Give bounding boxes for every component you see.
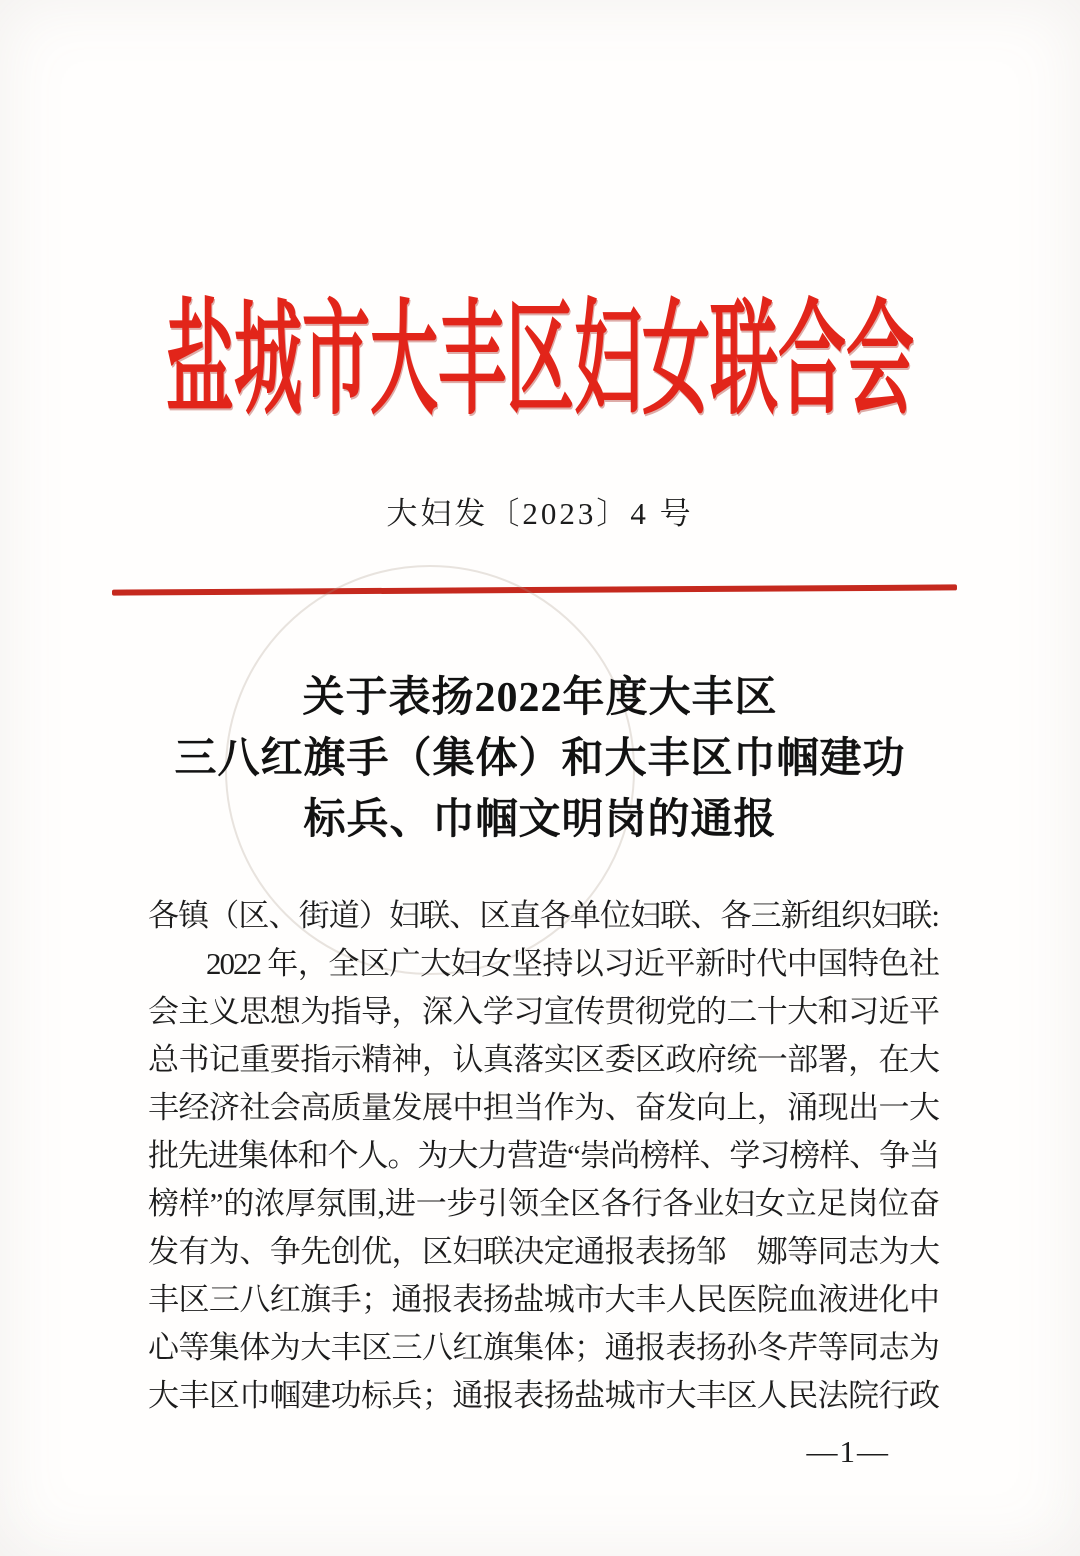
document-title — [0, 668, 1080, 851]
salutation-line: 各镇（区、街道）妇联、区直各单位妇联、各三新组织妇联: — [148, 898, 938, 933]
document-title-line: 关于表扬2022年度大丰区 — [302, 675, 778, 721]
document-body — [148, 892, 938, 1420]
body-text-line: 发有为、争先创优，区妇联决定通报表扬邹 娜等同志为大 — [148, 1234, 938, 1269]
page-number: —1— — [806, 1434, 890, 1469]
body-text-line: 2022 年，全区广大妇女坚持以习近平新时代中国特色社 — [206, 946, 938, 981]
body-text-line: 总书记重要指示精神，认真落实区委区政府统一部署，在大 — [148, 1042, 938, 1077]
body-text-line: 丰区三八红旗手；通报表扬盐城市大丰人民医院血液进化中 — [148, 1282, 938, 1317]
body-text-line: 榜样”的浓厚氛围,进一步引领全区各行各业妇女立足岗位奋 — [148, 1186, 938, 1221]
org-header-title: 盐城市大丰区妇女联合会 — [165, 291, 914, 430]
body-text-line: 丰经济社会高质量发展中担当作为、奋发向上，涌现出一大 — [148, 1090, 938, 1125]
document-title-line: 三八红旗手（集体）和大丰区巾帼建功 — [174, 736, 906, 782]
body-text-line: 会主义思想为指导，深入学习宣传贯彻党的二十大和习近平 — [148, 994, 938, 1029]
red-divider-line — [112, 584, 957, 595]
body-text-line: 心等集体为大丰区三八红旗集体；通报表扬孙冬芹等同志为 — [148, 1330, 938, 1365]
document-title-line: 标兵、巾帼文明岗的通报 — [303, 797, 777, 843]
body-text-line: 批先进集体和个人。为大力营造“崇尚榜样、学习榜样、争当 — [148, 1138, 938, 1173]
doc-number: 大妇发〔2023〕4 号 — [386, 496, 694, 531]
body-paragraph — [148, 940, 938, 1420]
body-text-line: 大丰区巾帼建功标兵；通报表扬盐城市大丰区人民法院行政 — [148, 1378, 938, 1413]
